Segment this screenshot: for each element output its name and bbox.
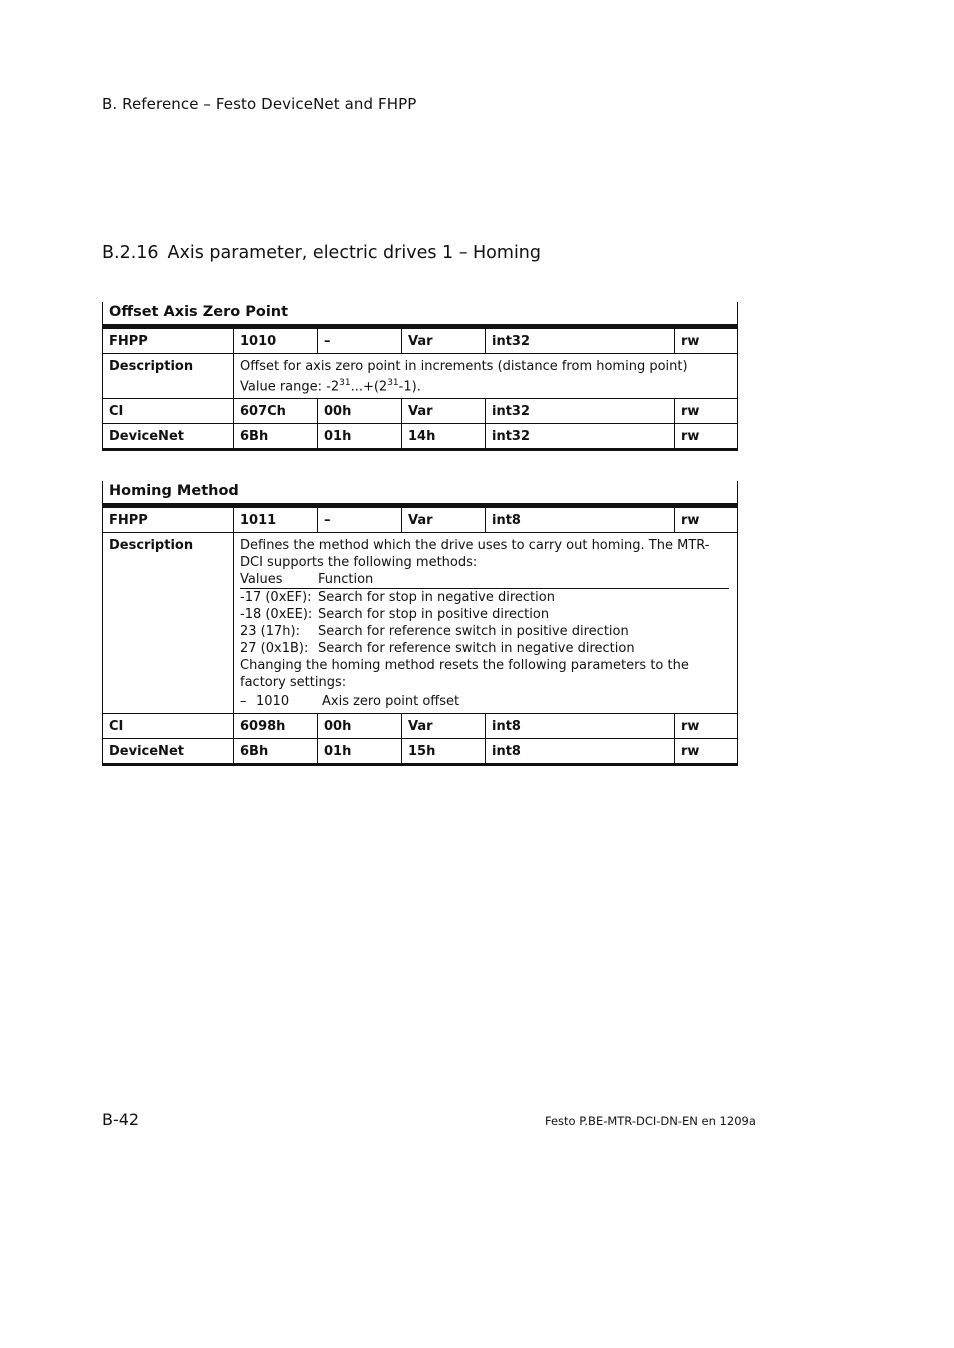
cell: –	[318, 506, 402, 533]
cell: rw	[675, 327, 738, 354]
cell: 6Bh	[234, 424, 318, 450]
section-number: B.2.16	[102, 243, 159, 263]
page-number: B-42	[102, 1110, 140, 1129]
cell: 01h	[318, 424, 402, 450]
list-item: 23 (17h): Search for reference switch in positive direction	[240, 624, 629, 639]
section-heading	[102, 243, 541, 263]
section-title: Axis parameter, electric drives 1 – Homing	[167, 243, 542, 263]
cell: rw	[675, 739, 738, 765]
cell: FHPP	[103, 506, 234, 533]
table-title: Homing Method	[103, 481, 738, 506]
cell: int8	[486, 739, 675, 765]
cell: FHPP	[103, 327, 234, 354]
offset-axis-zero-point-table	[102, 302, 738, 451]
footer-document-id: Festo P.BE-MTR-DCI-DN-EN en 1209a	[545, 1114, 756, 1128]
cell: rw	[675, 424, 738, 450]
table-row-ci	[103, 714, 738, 739]
cell: Var	[402, 399, 486, 424]
cell: Description	[103, 533, 234, 714]
table-row-description	[103, 354, 738, 399]
list-item: -17 (0xEF): Search for stop in negative direction	[240, 590, 555, 605]
cell: Description	[103, 354, 234, 399]
cell: CI	[103, 714, 234, 739]
cell: int32	[486, 399, 675, 424]
value-range: Value range: $-2^{31}...+(2^{31}-1)$.	[240, 378, 421, 395]
methods-header-values: Values	[240, 571, 318, 589]
cell: 6098h	[234, 714, 318, 739]
cell: CI	[103, 399, 234, 424]
table-title: Offset Axis Zero Point	[103, 302, 738, 327]
description-cell	[234, 354, 738, 399]
list-item: -18 (0xEE): Search for stop in positive direction	[240, 607, 550, 622]
cell: int8	[486, 714, 675, 739]
description-text: Defines the method which the drive uses to carry out homing. The MTR-DCI supports the following methods:	[240, 538, 710, 570]
reset-list-item: – 1010 Axis zero point offset	[240, 694, 460, 709]
cell: int32	[486, 327, 675, 354]
table-row-description	[103, 533, 738, 714]
cell: DeviceNet	[103, 424, 234, 450]
description-text: Offset for axis zero point in increments (distance from homing point)	[240, 359, 688, 374]
table-row-ci	[103, 399, 738, 424]
cell: DeviceNet	[103, 739, 234, 765]
cell: Var	[402, 327, 486, 354]
table-row-fhpp	[103, 506, 738, 533]
methods-header	[240, 571, 729, 589]
description-cell	[234, 533, 738, 714]
cell: 607Ch	[234, 399, 318, 424]
cell: int32	[486, 424, 675, 450]
table-row-devicenet	[103, 739, 738, 765]
cell: –	[318, 327, 402, 354]
list-item: 27 (0x1B): Search for reference switch in negative direction	[240, 641, 635, 656]
cell: 6Bh	[234, 739, 318, 765]
cell: 14h	[402, 424, 486, 450]
cell: rw	[675, 399, 738, 424]
cell: rw	[675, 714, 738, 739]
reset-note: Changing the homing method resets the following parameters to the factory settings:	[240, 658, 689, 690]
cell: 1011	[234, 506, 318, 533]
table-row-devicenet	[103, 424, 738, 450]
cell: rw	[675, 506, 738, 533]
cell: 1010	[234, 327, 318, 354]
methods-table	[240, 571, 729, 657]
cell: 01h	[318, 739, 402, 765]
cell: Var	[402, 506, 486, 533]
running-header: B. Reference – Festo DeviceNet and FHPP	[102, 95, 417, 113]
methods-header-function: Function	[318, 571, 729, 589]
cell: int8	[486, 506, 675, 533]
homing-method-table	[102, 481, 738, 766]
table-row-fhpp	[103, 327, 738, 354]
cell: 00h	[318, 714, 402, 739]
cell: 00h	[318, 399, 402, 424]
cell: 15h	[402, 739, 486, 765]
cell: Var	[402, 714, 486, 739]
